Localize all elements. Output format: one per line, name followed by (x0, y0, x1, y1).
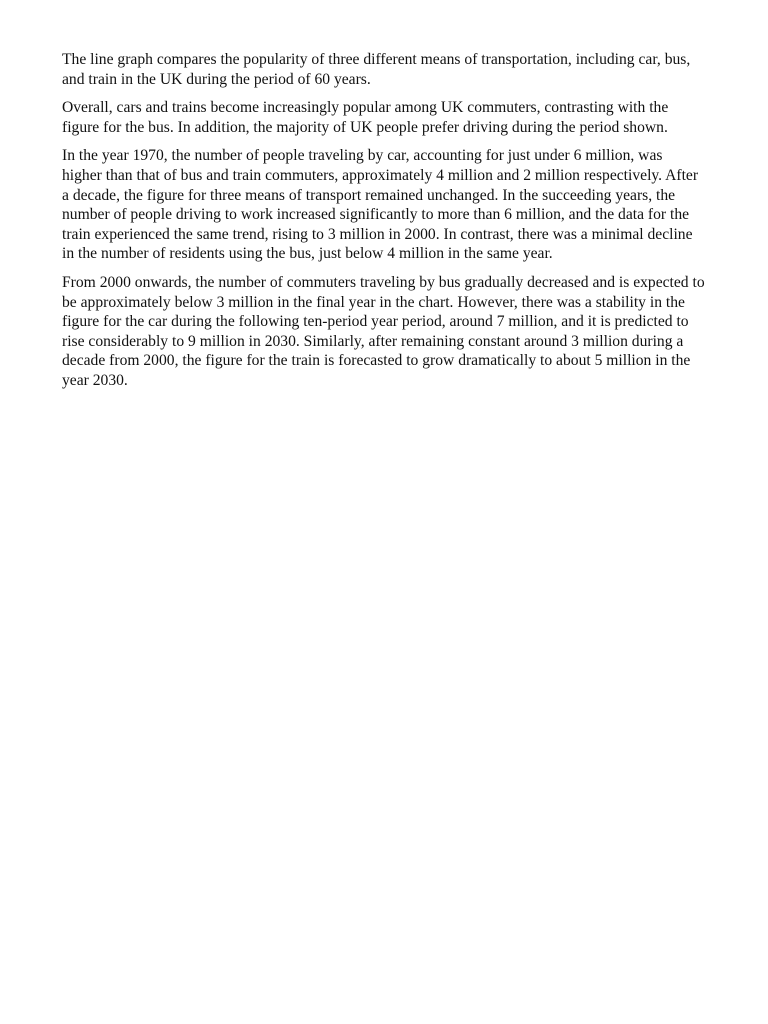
paragraph-details-2: From 2000 onwards, the number of commuters traveling by bus gradually decreased and is expected to be approximately below 3 million in the final year in the chart. However, there was a stability in the figure for the car during the following ten-period year period, around 7 million, and it is predicted to rise considerably to 9 million in 2030. Similarly, after remaining constant around 3 million during a decade from 2000, the figure for the train is forecasted to grow dramatically to about 5 million in the year 2030. (62, 273, 705, 389)
paragraph-overview: Overall, cars and trains become increasingly popular among UK commuters, contrasting with the figure for the bus. In addition, the majority of UK people prefer driving during the period shown. (62, 99, 669, 136)
paragraph-details-1: In the year 1970, the number of people traveling by car, accounting for just under 6 million, was higher than that of bus and train commuters, approximately 4 million and 2 million respectively. After a decade, the figure for three means of transport remained unchanged. In the succeeding years, the number of people driving to work increased significantly to more than 6 million, and the data for the train experienced the same trend, rising to 3 million in 2000. In contrast, there was a minimal decline in the number of residents using the bus, just below 4 million in the same year. (62, 147, 699, 263)
essay-body (62, 50, 706, 400)
paragraph-introduction: The line graph compares the popularity of three different means of transportation, including car, bus, and train in the UK during the period of 60 years. (62, 51, 691, 88)
